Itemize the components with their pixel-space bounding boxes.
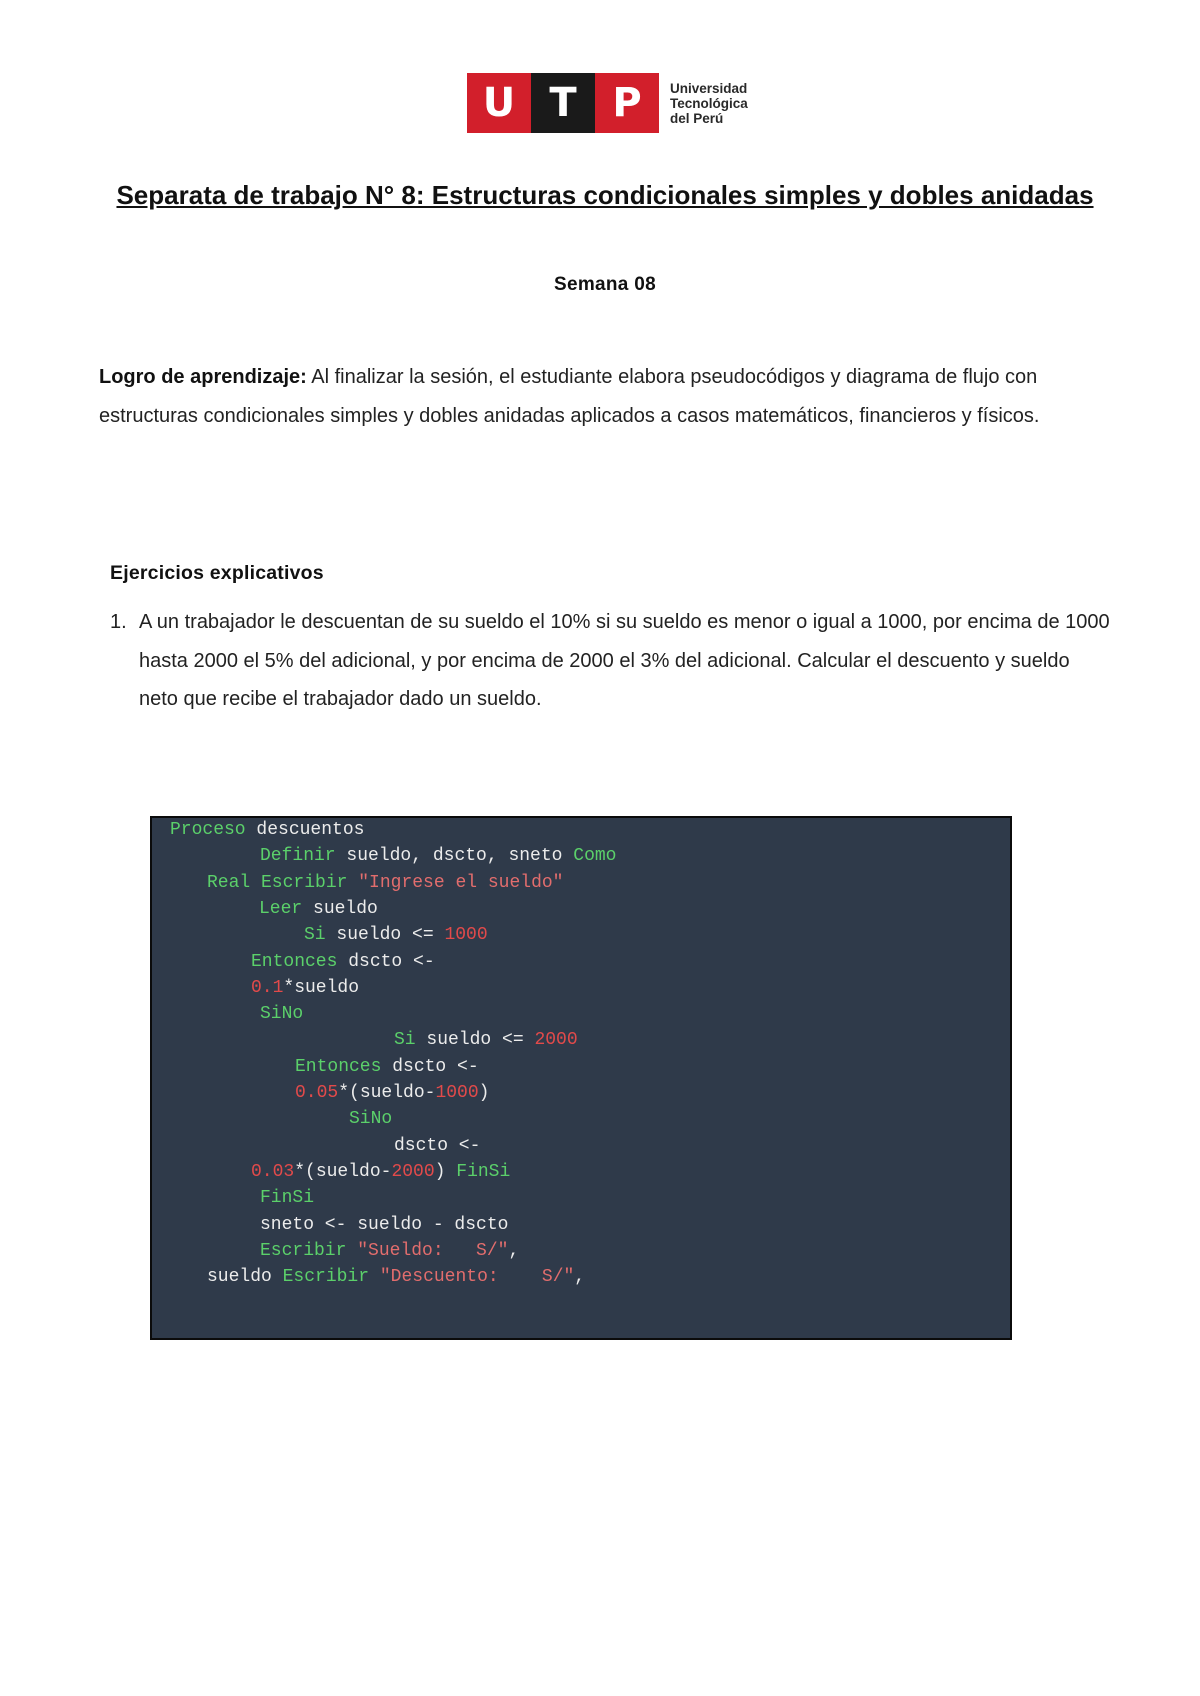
code-token-str: "Descuento: S/"	[379, 1267, 575, 1288]
exercise-number: 1.	[110, 611, 127, 633]
code-token-txt: dscto <-	[337, 951, 435, 972]
code-line	[394, 1030, 578, 1050]
code-line	[260, 1215, 508, 1235]
code-token-num: 0.05	[295, 1083, 339, 1103]
code-token-num: 1000	[435, 1083, 479, 1103]
code-token-txt: ,	[508, 1240, 520, 1261]
utp-logo	[467, 73, 748, 133]
code-token-num: 1000	[444, 925, 488, 946]
code-token-txt: ,	[574, 1267, 586, 1288]
code-token-str: "Sueldo: S/"	[357, 1240, 509, 1261]
code-token-txt: *(sueldo-	[338, 1083, 436, 1103]
code-token-txt: descuentos	[245, 820, 365, 840]
code-line	[304, 925, 488, 945]
code-token-num: 0.03	[251, 1161, 295, 1182]
code-token-kw: Entonces	[295, 1056, 382, 1077]
document-title: Separata de trabajo N° 8: Estructuras condicionales simples y dobles anidadas	[116, 180, 1094, 210]
code-line	[295, 1057, 479, 1077]
code-token-str: "Ingrese el sueldo"	[358, 872, 564, 893]
code-line	[170, 820, 364, 840]
logo-letter-t: T	[531, 73, 595, 133]
code-token-txt: sueldo	[302, 898, 378, 919]
code-line	[251, 1162, 510, 1182]
code-token-kw: Proceso	[170, 820, 246, 840]
pseudocode-block	[150, 816, 1012, 1340]
code-line	[207, 1267, 585, 1287]
code-token-txt: )	[478, 1083, 490, 1103]
exercises-heading: Ejercicios explicativos	[110, 562, 324, 584]
code-token-kw: Leer	[259, 898, 303, 919]
code-token-kw: Entonces	[251, 951, 338, 972]
code-token-txt	[347, 873, 358, 893]
code-line	[259, 899, 378, 919]
code-line	[349, 1109, 392, 1129]
code-token-kw: SiNo	[260, 1004, 304, 1025]
code-token-kw: FinSi	[260, 1188, 315, 1209]
code-token-kw: Si	[304, 925, 326, 946]
code-token-num: 0.1	[251, 977, 284, 998]
code-token-kw: SiNo	[349, 1109, 393, 1130]
code-token-txt: sueldo <=	[415, 1030, 535, 1051]
logo-line-3: del Perú	[670, 110, 724, 126]
code-token-txt	[346, 1241, 357, 1261]
code-line	[260, 1241, 519, 1261]
code-line	[260, 1188, 314, 1208]
code-line	[260, 1004, 303, 1024]
code-line	[260, 846, 616, 866]
logo-institution-name	[670, 81, 748, 126]
code-token-txt: dscto <-	[394, 1135, 481, 1156]
code-token-txt: sueldo	[207, 1267, 283, 1288]
code-token-kw: FinSi	[456, 1161, 511, 1182]
code-token-kw: Escribir	[282, 1267, 370, 1288]
code-token-txt: sueldo, dscto, sneto	[335, 846, 574, 867]
logo-line-2: Tecnológica	[670, 95, 748, 111]
logo-letter-p: P	[595, 73, 659, 133]
code-token-num: 2000	[534, 1030, 578, 1051]
code-token-txt: )	[434, 1161, 457, 1182]
code-token-txt: sueldo <=	[325, 925, 445, 946]
code-token-kw: Definir	[260, 846, 336, 867]
code-token-kw: Como	[573, 846, 617, 867]
code-token-txt: *sueldo	[283, 977, 360, 998]
learning-goal-label: Logro de aprendizaje:	[99, 366, 307, 388]
code-token-txt: *(sueldo-	[294, 1161, 392, 1182]
code-line	[394, 1136, 480, 1156]
code-line	[251, 952, 435, 972]
learning-goal-paragraph	[99, 358, 1119, 435]
code-token-kw: Real Escribir	[207, 872, 348, 893]
exercise-item	[110, 603, 1110, 719]
code-token-txt: dscto <-	[381, 1056, 479, 1077]
code-token-num: 2000	[391, 1161, 435, 1182]
logo-line-1: Universidad	[670, 80, 748, 96]
code-token-kw: Si	[394, 1030, 416, 1051]
code-token-txt: sneto <- sueldo - dscto	[260, 1214, 509, 1235]
week-label: Semana 08	[554, 274, 656, 295]
logo-letter-u: U	[467, 73, 531, 133]
code-line	[207, 873, 563, 893]
code-token-kw: Escribir	[260, 1240, 347, 1261]
exercise-text: A un trabajador le descuentan de su sueldo el 10% si su sueldo es menor o igual a 1000, por encima de 1000 hasta 2000 el 5% del adicional, y por encima de 2000 el 3% del adicional. Calcular el descuento y sueldo neto que recibe el trabajador dado un sueldo.	[139, 611, 1110, 710]
code-line	[251, 978, 359, 998]
learning-goal-text: Al finalizar la sesión, el estudiante elabora pseudocódigos y diagrama de flujo con estructuras condicionales simples y dobles anidadas aplicados a casos matemáticos, financieros y físicos.	[99, 366, 1040, 427]
code-line	[295, 1083, 489, 1103]
code-token-txt	[369, 1267, 380, 1287]
